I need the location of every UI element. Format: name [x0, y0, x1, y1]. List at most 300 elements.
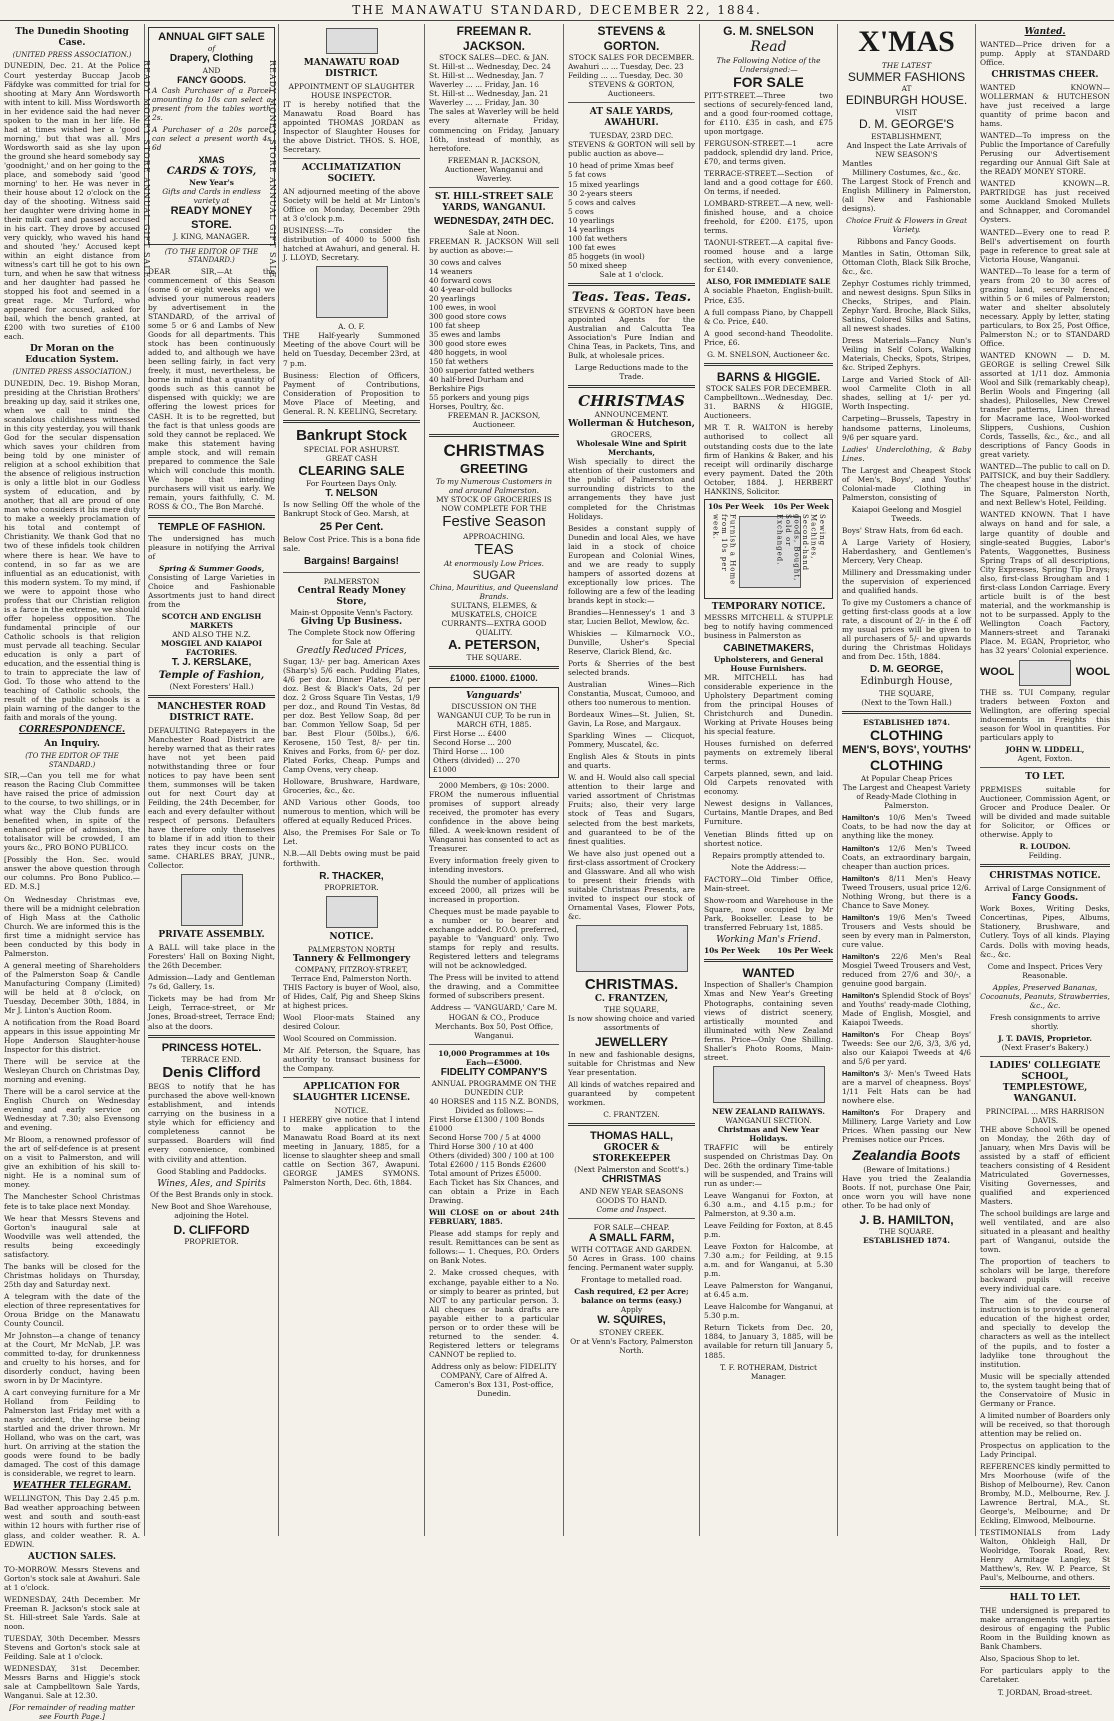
ad-text: (Beware of Imitations.) — [863, 1164, 950, 1174]
stock-list — [429, 258, 559, 412]
list-line: Awahuri ... ... Tuesday, Dec. 23 — [568, 62, 684, 72]
ad-text: New Boot and Shoe Warehouse, adjoining the Hotel. — [151, 1201, 272, 1220]
list-line: 100 fat ewes — [568, 242, 616, 252]
ad-text: In new and fashionable designs, suitable for Christmas and New Year presentation. — [568, 1049, 695, 1077]
list-line: 14 weaners — [429, 266, 473, 276]
ad-heading: PALMERSTON NORTH — [307, 944, 396, 954]
ad-text: Sale at Noon. — [468, 227, 520, 237]
ad-heading: MEN'S, BOYS', YOUTHS' — [842, 743, 971, 756]
list-line: Third Horse ... 100 — [433, 746, 505, 756]
notice-text: Leave Foxton for Halcombe, at 7.30 a.m.; for Feilding, at 9.15 a.m. and for Wanganui, at 5.30 p.m. — [704, 1242, 833, 1279]
column-3 — [278, 24, 424, 1536]
sale-schedule — [429, 62, 559, 107]
hamilton-item — [842, 991, 971, 1027]
ad-text: 50 Acres in Grass. 100 chains fencing. Permanent water supply. — [568, 1254, 695, 1273]
ad-text: Ribbons and Fancy Goods. — [856, 236, 957, 246]
notice-text: I HEREBY give notice that I intend to make application to the Manawatu Road Board at its next meeting in January, 1885, for a license to slaughter sheep and small cattle on Section 367, Awapuni. GEORGE JAMES SYMONS. Palmerston North, Dec. 6th, 1884. — [283, 1115, 420, 1188]
ad-heading: Fancy Goods. — [1011, 893, 1079, 904]
ad-title: BARNS & HIGGIE. — [716, 369, 821, 384]
ad-text: (Next Palmerston and Scott's.) — [574, 1165, 689, 1175]
list-line: Feilding ... ... Tuesday, Dec. 30 — [568, 71, 683, 81]
divider — [568, 385, 695, 388]
hamilton-brand: Hamilton's — [842, 1030, 891, 1040]
ad-text: A sociable Phaeton, English-built. Price, £35. — [704, 286, 833, 305]
ad-text: A BALL will take place in the Foresters' Hall on Boxing Night, the 26th December. — [148, 943, 275, 971]
list-line: First Horse ... £400 — [433, 728, 507, 738]
hamilton-item — [842, 913, 971, 949]
ad-title: 10,000 Programmes at 10s Each—£5000. — [438, 1048, 550, 1067]
divider — [568, 102, 695, 103]
ad-text: Each Ticket has Six Chances, and can obtain a Prize in Each Drawing. — [429, 1178, 559, 1206]
list-line: 5 fat cows — [568, 170, 607, 180]
article-text: DUNEDIN, Dec. 19. Bishop Moran, presiding at the Christian Brothers' breaking up day, said it strikes one, when we call to mind the scandalous childishness witnessed in this city yesterday, you will thank God for the secular dispensation which saves your children from being told by one minister of religion at a school exhibition that the absence of religious instruction is only a little blot in our Godless system of education, and by another, that all are proud of one man who considers it his mere duty to make a weekly proclamation of his total and contempt of Christianity. We thank God that no two of these infidels took children where there is hear. We have to contend, in so far as we are influential as an educationist, with this modern system. To my mind, if we were to appoint those who profess that our Christian religion is a farce in the extreme, we should offer hopeless opposition. The fundamental principle of our Catholic schools is that religion must pervade all teaching. Secular education is only a part of education, and the essential thing is to train to appreciate the law of God. To those who attend to the teaching of Catholic schools, the result of the public schools is a plain warning of the danger to the faith and morals of the young. — [4, 378, 140, 723]
ad-text: AND NEW YEAR SEASONS GOODS TO HAND. — [579, 1186, 684, 1205]
ad-title: PRINCESS HOTEL. — [161, 1041, 262, 1054]
ad-heading: Spring & Summer Goods, — [158, 564, 265, 574]
ad-heading: 25 Per Cent. — [319, 521, 384, 534]
ad-text: Ladies' Underclothing, & Baby Lines. — [842, 444, 971, 463]
ad-heading: Greatly Reduced Prices, — [296, 645, 407, 656]
sale-schedule — [568, 62, 695, 80]
list-line: 40 4-year-old bullocks — [429, 285, 512, 294]
notice-text: Business: Election of Officers, Payment of Contributions, Consideration of Proposition to Move Place of Meeting, and General. R. N. KEELING, Secretary. — [283, 370, 420, 416]
dancing-couple-icon — [181, 874, 243, 926]
prize-table — [433, 729, 555, 774]
ad-text: DEFAULTING Ratepayers in the Manchester Road District are hereby warned that as their rates have not yet been paid notwithstanding three or four notices to pay have been sent them, summonses will be taken out for next Court day at Feilding, the 24th December, for each and every defaulter without respect of persons. Defaulters have therefore only themselves to blame if in add ition to their rates they incur costs on the same. CHARLES BRAY, JUNR., Collector. — [148, 725, 275, 871]
letter-text: DEAR SIR,—At the commencement of this Season (some 6 or eight weeks ago) we advised your numerous readers by advertisement in the STANDARD, of the arrival of some 5 or 6 and Lambs of New Goods for all departments. This stock has been continuously added to, and although we have been selling fairly, in fact very freely, it must, nevertheless, be borne in mind that a quantity of goods such as this cannot be dispensed with quickly; we are offering the lowest prices for CASH. It is to be regretted, but the fact is that unless goods are sold they cannot be replaced. We make this statement having ample stock, and will remain prepared to commence the Sale which will conclude this month. We hope that intending purchasers will visit us early. We remain, yours faithfully, C. M. ROSS & CO., The Bon Marché. — [148, 267, 275, 511]
list-line: 20 yearlings — [429, 294, 476, 304]
locomotive-icon — [713, 1066, 825, 1103]
ad-heading: Bargains! Bargains! — [303, 555, 400, 567]
ad-text: MESSRS MITCHELL & STUPPLE beg to notify having commenced business in Palmerston as — [704, 612, 833, 640]
news-item: On Wednesday Christmas eve, there will be a midnight celebration of High Mass at the Catholic Church. We are informed this is the first time a midnight service has been conducted by this body in Palmerston. — [4, 894, 140, 958]
ad-text: W. and H. Would also call special attention to their large and varied assortment of Christmas Fruits; also, their very large stock of Teas and Sugars, selected from the best markets, and guaranteed to be of the finest qualities. — [568, 773, 695, 846]
ad-heading: STOCK SALES—DEC. & JAN. — [439, 53, 549, 63]
ad-text: Zephyr Costumes richly trimmed, and newest designs. Spun Silks in Checks, Stripes, and Plain. Zephyr Yard. Broche, Black Silks, Satins, Colored Silks and Satins, all newest shades. — [842, 279, 971, 334]
ad-title: £1000. £1000. £1000. — [450, 672, 538, 683]
list-line: 55 porkers and young pigs — [429, 393, 530, 403]
ad-heading: STOCK SALES FOR DECEMBER. — [705, 384, 832, 394]
classified-text: WANTED KNOWN—WOLLERMAN & HUTCHESON have just received a large quantity of prime bacon and hams. — [980, 83, 1110, 129]
ad-text: TESTIMONIALS from Lady Walton, Ohkleigh Hall, Dr Woolridge, Toorak Road, Rev. Henry Armitage Langley, St Matthew's, Rev. W. P. Pearce, St Paul's, Melbourne, and others. — [980, 1528, 1110, 1583]
ad-text: Large and Varied Stock of All-wool Carmelite Cloth in all shades, selling at 1/- per yd. Worth Inspecting. — [842, 375, 971, 412]
ad-heading: GROCER & STOREKEEPER — [592, 1143, 671, 1165]
ad-text: APPROACHING. — [463, 531, 525, 541]
article-text: DUNEDIN, Dec. 21. At the Police Court yesterday Buccap Jacob Fäfdyke was committed for trial for shooting at Mary Ann Wordsworth with intent to kill. Miss Wordsworth in her evidence said the had never spoken to the man in her life. He had at times wished her a 'good morning,' but that was all. Mrs Wordsworth said as she lay upon the ground she heard somebody say 'goodnight,' and on her going to the place, and somebody said 'good morning' to her. He was never in their house about 12 o'clock on the day of the shooting. Witness said her daughter were driving home in their milk cart and passed accused in his cart. They drove by accused very quickly, who waved his hand and shouted 'hey.' Accused kept within an eight distance from witness's cart till he got to his own turn, and when he saw that witness and her daughter had passed he stopped his foot and seemed in a great rage. Mr Turford, who appeared for accused, asked for bail, which the bench granted, at £200 with two sureties of £100 each. — [4, 61, 140, 342]
ad-text: Will CLOSE on or about 24th FEBRUARY, 1885. — [429, 1208, 559, 1227]
ad-text: ANNUAL PROGRAMME ON THE DUNEDIN CUP. — [431, 1078, 557, 1097]
ad-text: Come and Inspect. Prices Very Reasonable. — [987, 961, 1103, 980]
list-line: 150 fat wethers — [429, 357, 489, 367]
ad-heading: Read — [750, 38, 787, 55]
ad-text: Bordeaux Wines—St. Julien, St. Gavin, La Rose, and Margaux. — [568, 710, 695, 729]
sheep-icon — [326, 896, 378, 928]
notice-text: Leave Halcombe for Wanganui, at 5.30 p.m. — [704, 1302, 833, 1321]
headline: Dr Moran on the Education System. — [25, 344, 119, 366]
ad-text: Every information freely given to intending investors. — [429, 856, 559, 875]
ad-title: ANNUAL GIFT SALE — [158, 31, 265, 43]
ad-text: Apply — [620, 1305, 643, 1315]
divider — [980, 767, 1110, 768]
clock-icon — [576, 925, 688, 972]
ad-heading: 10s Per Week — [708, 501, 764, 511]
ad-text: Below Cost Price. This is a bona fide sale. — [283, 534, 420, 553]
ad-text: Music will be specially attended to, the system taught being that of the Conservatoire of Music in Germany or France. — [980, 1371, 1110, 1408]
ad-text: For particulars apply to the Caretaker. — [980, 1666, 1110, 1685]
ad-text: Houses furnished on deferred payments on extremely liberal terms. — [704, 739, 833, 767]
list-line: 40 forward cows — [429, 275, 492, 285]
hamilton-text: 3/- Men's Tweed Hats are a marvel of cheapness. Boys' 1/11 Felt Hats can be had nowhere else. — [842, 1069, 971, 1106]
ad-heading: CARDS & TOYS, — [166, 165, 257, 177]
ad-heading: CLEARING SALE — [298, 463, 405, 479]
divider — [429, 1044, 559, 1045]
classified-text: WANTED KNOWN—R. PARTRIDGE has just received some Auckland Smoked Mullets and Schnapper, and Coromandel Oysters. — [980, 179, 1110, 225]
ad-text: THE SQUARE. — [466, 652, 522, 662]
list-line: St. Hill-st ... Wednesday, Dec. 24 — [429, 62, 551, 72]
divider — [283, 158, 420, 159]
ad-text: Repairs promptly attended to. — [712, 850, 825, 860]
ad-text: Should the number of applications exceed 2000, all prizes will be increased in proportion. — [429, 877, 559, 905]
hamilton-brand: Hamilton's — [842, 912, 889, 922]
ad-text: TERRACE-STREET.—Section of land and a good cottage for £60. On terms, if needed. — [704, 169, 833, 197]
ad-text: For Fourteen Days Only. — [306, 478, 397, 488]
ad-text: Boys' Straw Hats, from 6d each. — [842, 525, 964, 535]
ad-text: Wool Scoured on Commission. — [283, 1033, 397, 1043]
ad-heading: WEDNESDAY, 24TH DEC. — [434, 215, 554, 227]
ad-text: BEGS to notify that he has purchased the above well-known establishment, and intends carrying on the business in a style which for efficiency and completeness cannot be surpassed. Boarders will find every convenience, combined with civility and attention. — [148, 1082, 275, 1164]
ad-text: FACTORY—Old Timber Office, Main-street. — [704, 874, 833, 893]
classified-text: WANTED—The public to call on D. PAITSICK, and buy their Saddlery. The cheapest house in the district. The Square, Palmerston North, and next Bellew's Hotel, Feilding. — [980, 462, 1110, 508]
ad-text: Feilding. — [1028, 851, 1062, 861]
list-line: First Horse £1300 / 100 Bonds £1000 — [429, 1114, 545, 1134]
divider — [568, 283, 695, 286]
byline: (TO THE EDITOR OF THE STANDARD.) — [164, 247, 259, 265]
ad-text: PROPRIETOR. — [184, 1237, 239, 1247]
ad-heading: Working Man's Friend. — [716, 934, 821, 945]
ad-title: AT SALE YARDS, AWAHURI. — [589, 107, 674, 129]
sale-item: TUESDAY, 30th December. Messrs Stevens and Gorton's stock sale at Feilding. Sale at 1 o'clock. — [4, 1633, 140, 1661]
classified-text: WANTED—Price driven for a pump. Apply at STANDARD Office. — [980, 39, 1110, 68]
byline: (TO THE EDITOR OF THE STANDARD.) — [25, 752, 119, 769]
ad-text: STEVENS & GORTON have been appointed Agents for the Australian and Calcutta Tea Association's Pure Indian and China Teas, in Packets, Tins, and Bulk, at wholesale prices. — [568, 305, 695, 360]
news-item: There will be service at the Wesleyan Church on Christmas Day, morning and evening. — [4, 1057, 140, 1085]
ad-text: A full compass Piano, by Chappell & Co. Price, £40. — [704, 307, 833, 326]
ad-title: Bankrupt Stock — [296, 426, 407, 444]
notice-heading: WANGANUI SECTION. — [725, 1115, 812, 1125]
divider — [568, 1218, 695, 1219]
divider — [429, 666, 559, 669]
ad-text: The undersigned has much pleasure in notifying the Arrival of — [148, 534, 275, 562]
ad-signature: FREEMAN R. JACKSON, Auctioneer. — [447, 411, 541, 430]
ad-signature: W. SQUIRES, — [597, 1314, 666, 1327]
ad-heading: EDINBURGH HOUSE. — [845, 93, 968, 108]
notice-text: AN adjourned meeting of the above Society will be held at Mr Linton's Office on Monday, December 29th at 3 o'clock p.m. — [283, 187, 420, 224]
section-heading: LADIES' COLLEGIATE SCHOOL, TEMPLESTOWE, WANGANUI. — [989, 1060, 1101, 1104]
ad-text: FROM the numerous influential promises of support already received, the promoter has every confidence in the above being filled. A week-known resident of Wanganui has consented to act as Treasurer. — [429, 789, 559, 853]
list-line: Others (divided) ... 270 — [433, 755, 520, 765]
ad-vertical-text: Sewing Machines, Second-hand goods, Bought, Sold or Exchanged. — [775, 513, 826, 582]
news-item: We hear that Messrs Stevens and Gorton's inaugural sale at Woodville was well attended, the results being exceedingly satisfactory. — [4, 1213, 140, 1259]
ad-text: LOMBARD-STREET.—A new, well-finished house, and a choice freehold, for £200. £175, upon terms. — [704, 199, 833, 236]
letter-text: SIR,—Can you tell me for what reason the Racing Club Committee have raised the price of admission to the course, to two shillings, or in what way the Club funds are benefited when, in spite of the enhanced price of admission, the totalisator will be crowded, I am yours &c., PRO BONO PUBLICO. — [4, 771, 140, 853]
notice-text: IT is hereby notified that the Manawatu Road Board has appointed THOMAS JORDAN as Inspector of Slaughter Houses for the above District. THOS. S. HOE, Secretary. — [283, 100, 420, 155]
notice-text: BUSINESS:—To consider the distribution of 4000 to 5000 fish hatched at Awahuri, and general. H. J. LLOYD, Secretary. — [283, 226, 420, 263]
masthead: THE MANAWATU STANDARD, DECEMBER 22, 1884. — [0, 0, 1114, 21]
gift-sale-ad — [148, 27, 275, 245]
ad-signature: D. M. GEORGE, — [869, 664, 944, 676]
ad-text: Newest designs in Vallances, Curtains, Mantle Drapes, and Bed Furniture. — [704, 799, 833, 827]
ad-text: PITT-STREET.—Three two sections of securely-fenced land, and a good four-roomed cottage, for £110. £35 in cash, and £75 upon mortgage. — [704, 90, 833, 136]
hamilton-text: For Cheap Boys' Tweeds: See our 2/6, 3/3, 3/6 yd, also our Kaiapoi Tweeds at 4/6 and 5/6 per yard. — [842, 1030, 971, 1067]
ad-heading: New Year's — [189, 178, 234, 187]
notice-heading: Christmas and New Year Holidays. — [717, 1124, 820, 1143]
ad-heading: Central Ready Money Store, — [297, 585, 406, 607]
ad-text: Good Stabling and Paddocks. — [156, 1166, 267, 1176]
divider — [429, 187, 559, 188]
ad-heading: WOOL — [1075, 666, 1110, 679]
ad-title: STEVENS & GORTON. — [597, 24, 666, 53]
section-heading: Wanted. — [1024, 27, 1066, 37]
ad-heading: ANNOUNCEMENT. — [594, 410, 669, 420]
hamilton-item — [842, 1069, 971, 1105]
ad-text: Tickets may be had from Mr Leigh, Terrace-street, or Mr Jones, Broad-street, Terrace End; also at the doors. — [148, 994, 275, 1031]
ad-text: Carpets planned, sewn, and laid. Old Carpets renovated with economy. — [704, 769, 833, 797]
column-5 — [563, 24, 699, 1536]
column-2 — [144, 24, 278, 1536]
coat-of-arms-icon — [326, 28, 378, 54]
news-item: The banks will be closed for the Christmas holidays on Thursday, 25th day and Saturday next. — [4, 1261, 140, 1289]
ad-heading: FIDELITY COMPANY'S — [440, 1066, 548, 1078]
ad-text: Note the Address:— — [730, 862, 807, 872]
list-line: 85 hoggets (in wool) — [568, 251, 645, 261]
ad-text: (Next Fraser's Bakery.) — [1001, 1042, 1089, 1052]
ad-text: Millinery Costumes, &c., &c. — [852, 167, 961, 177]
column-6 — [699, 24, 837, 1536]
classified-text: WANTED—To impress on the Public the Importance of Carefully Perusing our Advertisement regarding our Annual Gift Sale at the READY MONEY STORE. — [980, 131, 1110, 177]
ad-text: And Inspect the Late Arrivals of NEW SEASON'S — [846, 140, 967, 159]
section-heading: TO LET. — [1025, 772, 1065, 783]
ad-heading: FOR SALE — [733, 73, 804, 90]
ad-heading: TUESDAY, 23RD DEC. — [589, 131, 674, 141]
ad-text: Australian Wines—Rich Constantia, Muscat, Cumooo, and others too numerous to mention. — [568, 680, 695, 708]
ad-text: Millinery and Dressmaking under the supervision of experienced and qualified hands. — [842, 567, 971, 595]
classified-text: WANTED KNOWN. That I have always on hand and for sale, a large quantity of double and single-seated Buggies, Labor's Patents, Waggonettes, Business Spring Traps of all descriptions, City Expresses, Spring Tip Drays; also, first-class Brougham and 1 first-class London Carriage. Every article built is of the best material, and the workmanship is not to be surpassed. Apply to the Wellington Coach Factory, Manners-street and Taranaki Place. M. EGAN, Proprietor, who has 32 years' Colonial experience. — [980, 510, 1110, 655]
list-line: 40 half-bred Durham and Berkshire Pigs — [429, 375, 524, 394]
ad-text: Arrival of Large Consignment of — [984, 884, 1106, 894]
ad-title: X'MAS — [858, 25, 955, 58]
list-line: 10 yearlings — [568, 215, 615, 225]
ad-heading: Wines, Ales, and Spirits — [157, 1178, 266, 1189]
list-line: 100 fat wethers — [568, 233, 628, 243]
ad-text: COMPANY, FITZROY-STREET, Terrace End, Palmerston North. — [291, 964, 412, 983]
ad-text: TAONUI-STREET.—A capital five-roomed house and a large section, with every convenience, for £140. — [704, 238, 833, 275]
section-heading: CHRISTMAS CHEER. — [991, 70, 1099, 81]
ad-text: (Next Foresters' Hall.) — [169, 681, 254, 691]
steamship-icon — [1019, 660, 1071, 686]
ad-title: CHRISTMAS — [443, 440, 545, 460]
ad-text: Carpeting—Brussels, Tapestry in handsome patterns, Linoleums, 9/6 per square yard. — [842, 414, 971, 442]
divider — [283, 572, 420, 573]
ad-text: At Popular Cheap Prices — [860, 774, 953, 784]
ad-text: THE above School will be opened on Monday, the 26th day of January, when Mrs Davis will be assisted by a staff of efficient teachers consisting of 4 Resident Matriculated Governesses, Visiting Governesses, and qualified and experienced Masters. — [980, 1124, 1110, 1207]
ad-heading: 10s Per Week — [704, 945, 760, 955]
ad-heading: Edinburgh House, — [860, 676, 953, 688]
ad-heading: SCOTCH AND ENGLISH MARKETS — [161, 612, 262, 631]
ad-heading: SUMMER FASHIONS — [847, 69, 966, 84]
ad-heading: WOOL — [980, 666, 1015, 679]
ad-text: Address — 'VANGUARD,' Care M. HOGAN & CO., Produce Merchants. Box 50, Post Office, Wanganui. — [430, 1003, 558, 1040]
ad-text: The Largest and Cheapest Variety of Ready-Made Clothing in Palmerston. — [842, 783, 971, 811]
ad-text: PREMISES suitable for Auctioneer, Commission Agent, or Grocer and Produce Dealer. Or will be divided and made suitable for Solicitor, or Offices or otherwise. Apply to — [980, 785, 1110, 840]
ad-text: Dress Materials—Fancy Nun's Veiling in Self Colors, Walking Materials, Checks, Spots, Stripes, &c. Striped Zephyrs. — [842, 336, 971, 373]
ad-signature: T. JORDAN, Broad-street. — [997, 1687, 1093, 1697]
ad-text: Please add stamps for reply and result. Remittances can be sent as follows:— 1. Cheques, P.O. Orders on Bank Notes. — [429, 1229, 559, 1266]
sale-item: TO-MORROW. Messrs Stevens and Gorton's stock sale at Awahuri. Sale at 1 o'clock. — [4, 1564, 140, 1592]
ad-heading: GREAT CASH — [325, 454, 378, 464]
ad-text: Choice Fruit & Flowers in Great Variety. — [845, 215, 968, 234]
ad-text: Cheques must be made payable to a number or to bearer and exchange added. P.O.O. preferred, payable to 'Vanguard' only. Two stamps for reply and results. Registered letters and telegrams will not be acknowledged. — [429, 907, 559, 971]
divider — [704, 959, 833, 962]
ad-signature: J. T. DAVIS, Proprietor. — [998, 1033, 1092, 1043]
ad-text: AND Various other Goods, too numerous to mention, which will be offered at equally Reduced Prices. — [283, 798, 420, 826]
divider — [980, 1056, 1110, 1057]
ad-text: Work Boxes, Writing Desks, Concertinas, Pipes, Albums, Stationery, Brushware, and Cutlery. Toys of all kinds. Playing Cards. Dolls with moving heads, &c., &c. — [980, 904, 1110, 959]
ad-text: To my Numerous Customers in and around Palmerston. — [436, 477, 552, 496]
ad-text: PROPRIETOR. — [324, 882, 379, 892]
list-line: 300 superior fatted wethers — [429, 366, 535, 376]
ad-text: REFERENCES kindly permitted to Mrs Moorhouse (wife of the Bishop of Melbourne), Rev. Canon Bromby, M.D., Melbourne, Rev. J. Lawrence Bertral, M.A., St. George's, Melbourne; and Dr Eckling, Elmwood, Melbourne. — [980, 1461, 1110, 1526]
ad-text: The Complete Stock now Offering for Sale at — [287, 627, 416, 646]
ad-text: FERGUSON-STREET.—1 acre paddock, splendid dry land. Price, £70, and terms given. — [704, 139, 833, 167]
ad-text: All kinds of watches repaired and guaranteed by competent workmen. — [568, 1079, 695, 1107]
list-line: 15 mixed yearlings — [568, 179, 640, 189]
notice-heading: NOTICE. — [334, 1106, 369, 1115]
hamilton-text: Splendid Stock of Boys' and Youths' ready-made Clothing, Made of English, Mosgiel, and Kaiapoi Tweeds. — [842, 990, 971, 1028]
ad-text: Of the Best Brands only in stock. — [149, 1189, 274, 1199]
ad-signature: R. LOUDON. — [1019, 842, 1071, 852]
divider — [429, 434, 559, 437]
ad-text: Agent, Foxton. — [1017, 754, 1073, 764]
ad-text: The Following Notice of the Undersigned:— — [716, 55, 821, 74]
hamilton-brand: Hamilton's — [842, 843, 889, 853]
list-line: Third Horse 300 / 10 at 400 — [429, 1142, 534, 1152]
hamilton-text: 10/6 Men's Tweed Coats, to be had now the day at anything like the money. — [842, 813, 971, 841]
ad-text: PRINCIPAL ... MRS HARRISON DAVIS. — [985, 1106, 1105, 1125]
ad-text: ESTABLISHMENT, — [871, 131, 942, 141]
stock-list — [568, 161, 695, 269]
ad-text: Or at Venn's Factory, Palmerston North. — [570, 1336, 693, 1355]
divider — [148, 515, 275, 518]
list-line: 30 cows and calves — [429, 257, 502, 267]
ad-signature: JOHN W. LIDDELL, — [1005, 745, 1085, 755]
ad-text: The aim of the course of instruction is to provide a general education of the highest order, and specially to develop the characters as well as the intellect of the pupils, and to foster a ladylike tone throughout the institution. — [980, 1296, 1110, 1369]
ad-heading: Denis Clifford — [162, 1063, 261, 1081]
sale-item: WEDNESDAY, 31st December. Messrs Barns and Higgie's stock sale at Campbelltown Sale Yards, Wanganui. Sale at 12.30. — [4, 1663, 140, 1700]
ad-text: The school buildings are large and well ventilated, and are also situated in a pleasant and healthy part of Wanganui, outside the town. — [980, 1209, 1110, 1255]
ad-text: Address only as below: FIDELITY COMPANY, Care of Alfred A. Cameron's Box 131, Post-office, Dunedin. — [431, 1361, 557, 1398]
notice-text: Leave Palmerston for Wanganui, at 6.45 a.m. — [704, 1281, 833, 1300]
list-line: St. Hill-st ... Wednesday, Jan. 21 — [429, 89, 549, 99]
ad-text: 40 HORSES and 115 N.Z. BONDS, Divided as follows:— — [429, 1096, 559, 1115]
ad-title: FREEMAN R. JACKSON. — [456, 24, 532, 53]
news-item: There will be a carol service at the English Church on Wednesday evening and early service on Wednesday at 7.30; also Evensong and evening. — [4, 1087, 140, 1133]
ad-text: THIS Factory is buyer of Wool, also, of Hides, Calf, Pig and Sheep Skins at highest prices. — [283, 982, 420, 1010]
divider — [842, 711, 971, 714]
divider — [148, 695, 275, 698]
ad-heading: PALMERSTON — [323, 576, 380, 586]
ad-text: Wool Floor-mats Stained any desired Colour. — [283, 1012, 420, 1031]
list-line: 35 ewes and lambs — [429, 330, 501, 340]
ad-heading: CHRISTMAS — [601, 1174, 662, 1186]
ad-text: Large Reductions made to the Trade. — [574, 362, 689, 381]
hamilton-text: 8/11 Men's Heavy Tweed Trousers, usual price 12/6. Nothing Wrong, but there is a Chance to Save Money. — [842, 873, 971, 910]
ad-text: AT — [901, 84, 912, 94]
ad-text: A good second-hand Theodolite. Price, £6. — [704, 328, 833, 347]
ad-text: Sale at 1 o'clock. — [599, 269, 664, 279]
news-item: A telegram with the date of the election of three representatives for Oroua Bridge on the Manawatu County Council. — [4, 1291, 140, 1328]
ad-heading: MOSGIEL AND KAIAPOI FACTORIES. — [160, 639, 263, 658]
ad-heading: THE LATEST — [881, 60, 932, 70]
ad-heading: Cash required, £2 per Acre; balance on terms (easy.) — [574, 1287, 689, 1306]
section-heading: CHRISTMAS NOTICE. — [989, 871, 1101, 882]
ad-title: CHRISTMAS. — [584, 975, 679, 993]
column-4 — [424, 24, 563, 1536]
ad-title: THOMAS HALL, — [589, 1130, 674, 1143]
ad-signature: T. F. ROTHERAM, District Manager. — [720, 1362, 817, 1381]
list-line: 300 good store cows — [429, 312, 507, 322]
list-line: 10 head of prime Xmas beef — [568, 161, 674, 171]
weather-text: WELLINGTON, This Day 2.45 p.m. Bad weather approaching between west and south and south-east within 12 hours with further rise of glass, and colder weather. R. A. EDWIN. — [4, 1494, 140, 1549]
divider — [568, 1123, 695, 1126]
section-heading: HALL TO LET. — [1009, 1593, 1081, 1604]
ad-text: The Largest and Cheapest Stock of Men's, Boys', and Youths' Colonial-made Clothing in Palmerston, consisting of — [842, 465, 971, 502]
ad-signature: R. THACKER, — [319, 870, 384, 882]
list-line: 100 ewes, in wool — [429, 303, 497, 313]
byline: (UNITED PRESS ASSOCIATION.) — [12, 368, 132, 377]
divider — [148, 1035, 275, 1038]
list-line: 30 2-years steers — [568, 188, 633, 198]
notice-heading: A. O. F. — [338, 322, 365, 332]
ad-heading: ESTABLISHED 1874. — [863, 717, 950, 727]
ad-signature: J. B. HAMILTON, — [859, 1212, 954, 1227]
ad-heading: SUGAR — [472, 567, 516, 582]
notice-title: NEW ZEALAND RAILWAYS. — [712, 1106, 825, 1116]
ad-text: VISIT — [895, 107, 918, 117]
ad-text: Have you tried the Zealandia Boots. If not, purchase One Pair, once worn you will have none other. To be had only of — [842, 1173, 971, 1210]
notice-title: APPLICATION FOR SLAUGHTER LICENSE. — [292, 1082, 411, 1104]
ad-text: English Ales & Stouts in pints and quarts. — [568, 752, 695, 771]
news-item: Mr Bloom, a renowned professor of the art of self-defence is at present on a visit to Palmerston, and will give an exhibition of his skill to-night. He is a nominal sum of money. — [4, 1135, 140, 1190]
ad-text: Whiskies — Kilmarnock V.O., Dunville, Usher's Special Reserve, Clarick Blend, &c. — [568, 628, 695, 656]
ad-text: (Next to the Town Hall.) — [861, 697, 952, 707]
ad-text: To give my Customers a chance of getting first-class goods at a low rate, a discount of 2/- in the £ off my usual prices will be given to all purchasers of 5/- and upwards during the Christmas Holidays and from Dec. 15th, 1884. — [842, 598, 971, 662]
ad-text: Campbelltown...Wednesday, Dec. 31. BARNS & HIGGIE, Auctioneers. — [704, 393, 833, 421]
column-7 — [837, 24, 975, 1536]
ad-heading: 10s Per Week — [773, 501, 829, 511]
ad-title: TEMPLE OF FASHION. — [157, 521, 266, 533]
section-heading: WEATHER TELEGRAM. — [12, 1481, 132, 1492]
news-item: A notification from the Road Board appears in this issue appointing Mr Hope Anderson Slaughter-house Inspector for this district. — [4, 1017, 140, 1054]
ad-signature: C. FRANTZEN. — [603, 1110, 660, 1120]
ad-heading: ESTABLISHED 1874. — [863, 1236, 950, 1246]
ad-text: Kaiapoi Geelong and Mosgiel Tweeds. — [851, 504, 962, 523]
ad-vertical-text: Furnish a Home from 10s per week. — [711, 513, 737, 585]
notice-title: MANAWATU ROAD DISTRICT. — [303, 58, 400, 79]
ad-heading: D. M. GEORGE'S — [859, 116, 954, 131]
ad-heading: FANCY GOODS. — [177, 74, 246, 85]
list-line: Second Horse ... 200 — [433, 737, 512, 747]
hamilton-brand: Hamilton's — [842, 1108, 891, 1118]
